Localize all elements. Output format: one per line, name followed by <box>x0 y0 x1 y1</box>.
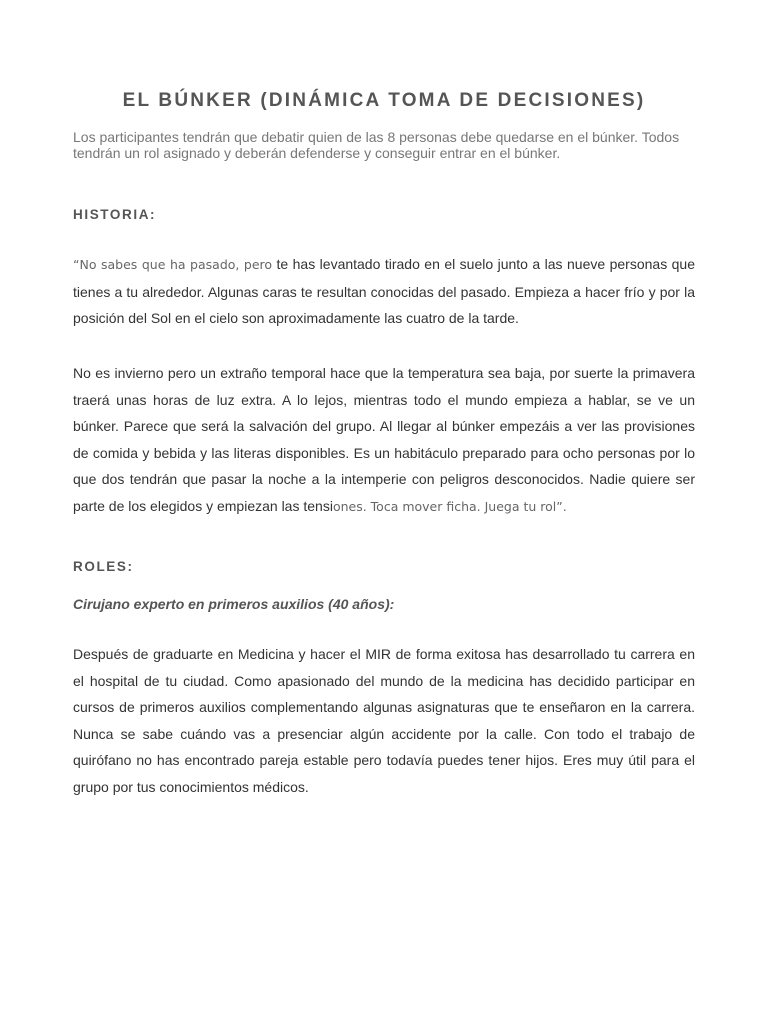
role-1-title: Cirujano experto en primeros auxilios (40 años): <box>73 596 395 612</box>
roles-heading: ROLES: <box>73 559 134 574</box>
historia-p2-main: No es invierno pero un extraño temporal hace que la temperatura sea baja, por suerte la primavera traerá unas horas de luz extra. A lo lejos, mientras todo el mundo empieza a hablar, se ve un búnker. Parece que será la salvación del grupo. Al llegar al búnker empezáis a ver las provisiones de comida y bebida y las literas disponibles. Es un habitáculo preparado para ocho personas por lo que dos tendrán que pasar la noche a la intemperie con peligros desconocidos. Nadie quiere ser parte de los elegidos y empiezan las tensi <box>73 365 695 514</box>
historia-paragraph-1 <box>73 251 695 332</box>
intro-text: Los participantes tendrán que debatir quien de las 8 personas debe quedarse en el búnker. Todos tendrán un rol asignado y deberán defenderse y conseguir entrar en el búnker. <box>73 129 680 161</box>
historia-paragraph-2 <box>73 360 695 520</box>
historia-p1-quote-start: “No sabes que ha pasado, pero <box>73 257 273 272</box>
historia-p2-quote-end: ones. Toca mover ficha. Juega tu rol”. <box>332 498 567 514</box>
role-1-description: Después de graduarte en Medicina y hacer el MIR de forma exitosa has desarrollado tu carrera en el hospital de tu ciudad. Como apasionado del mundo de la medicina has decidido participar en cursos de primeros auxilios complementando algunas asignaturas que te enseñaron en la carrera. Nunca se sabe cuándo vas a presenciar algún accidente por la calle. Con todo el trabajo de quirófano no has encontrado pareja estable pero todavía puedes tener hijos. Eres muy útil para el grupo por tus conocimientos médicos. <box>73 646 695 795</box>
historia-heading: HISTORIA: <box>73 207 157 222</box>
page-title: EL BÚNKER (DINÁMICA TOMA DE DECISIONES) <box>122 90 646 111</box>
historia-p1-rest: te has levantado tirado en el suelo junto a las nueve personas que tienes a tu alrededor. Algunas caras te resultan conocidas del pasado. Empieza a hacer frío y por la posición del Sol en el cielo son aproximadamente las cuatro de la tarde. <box>73 256 695 326</box>
